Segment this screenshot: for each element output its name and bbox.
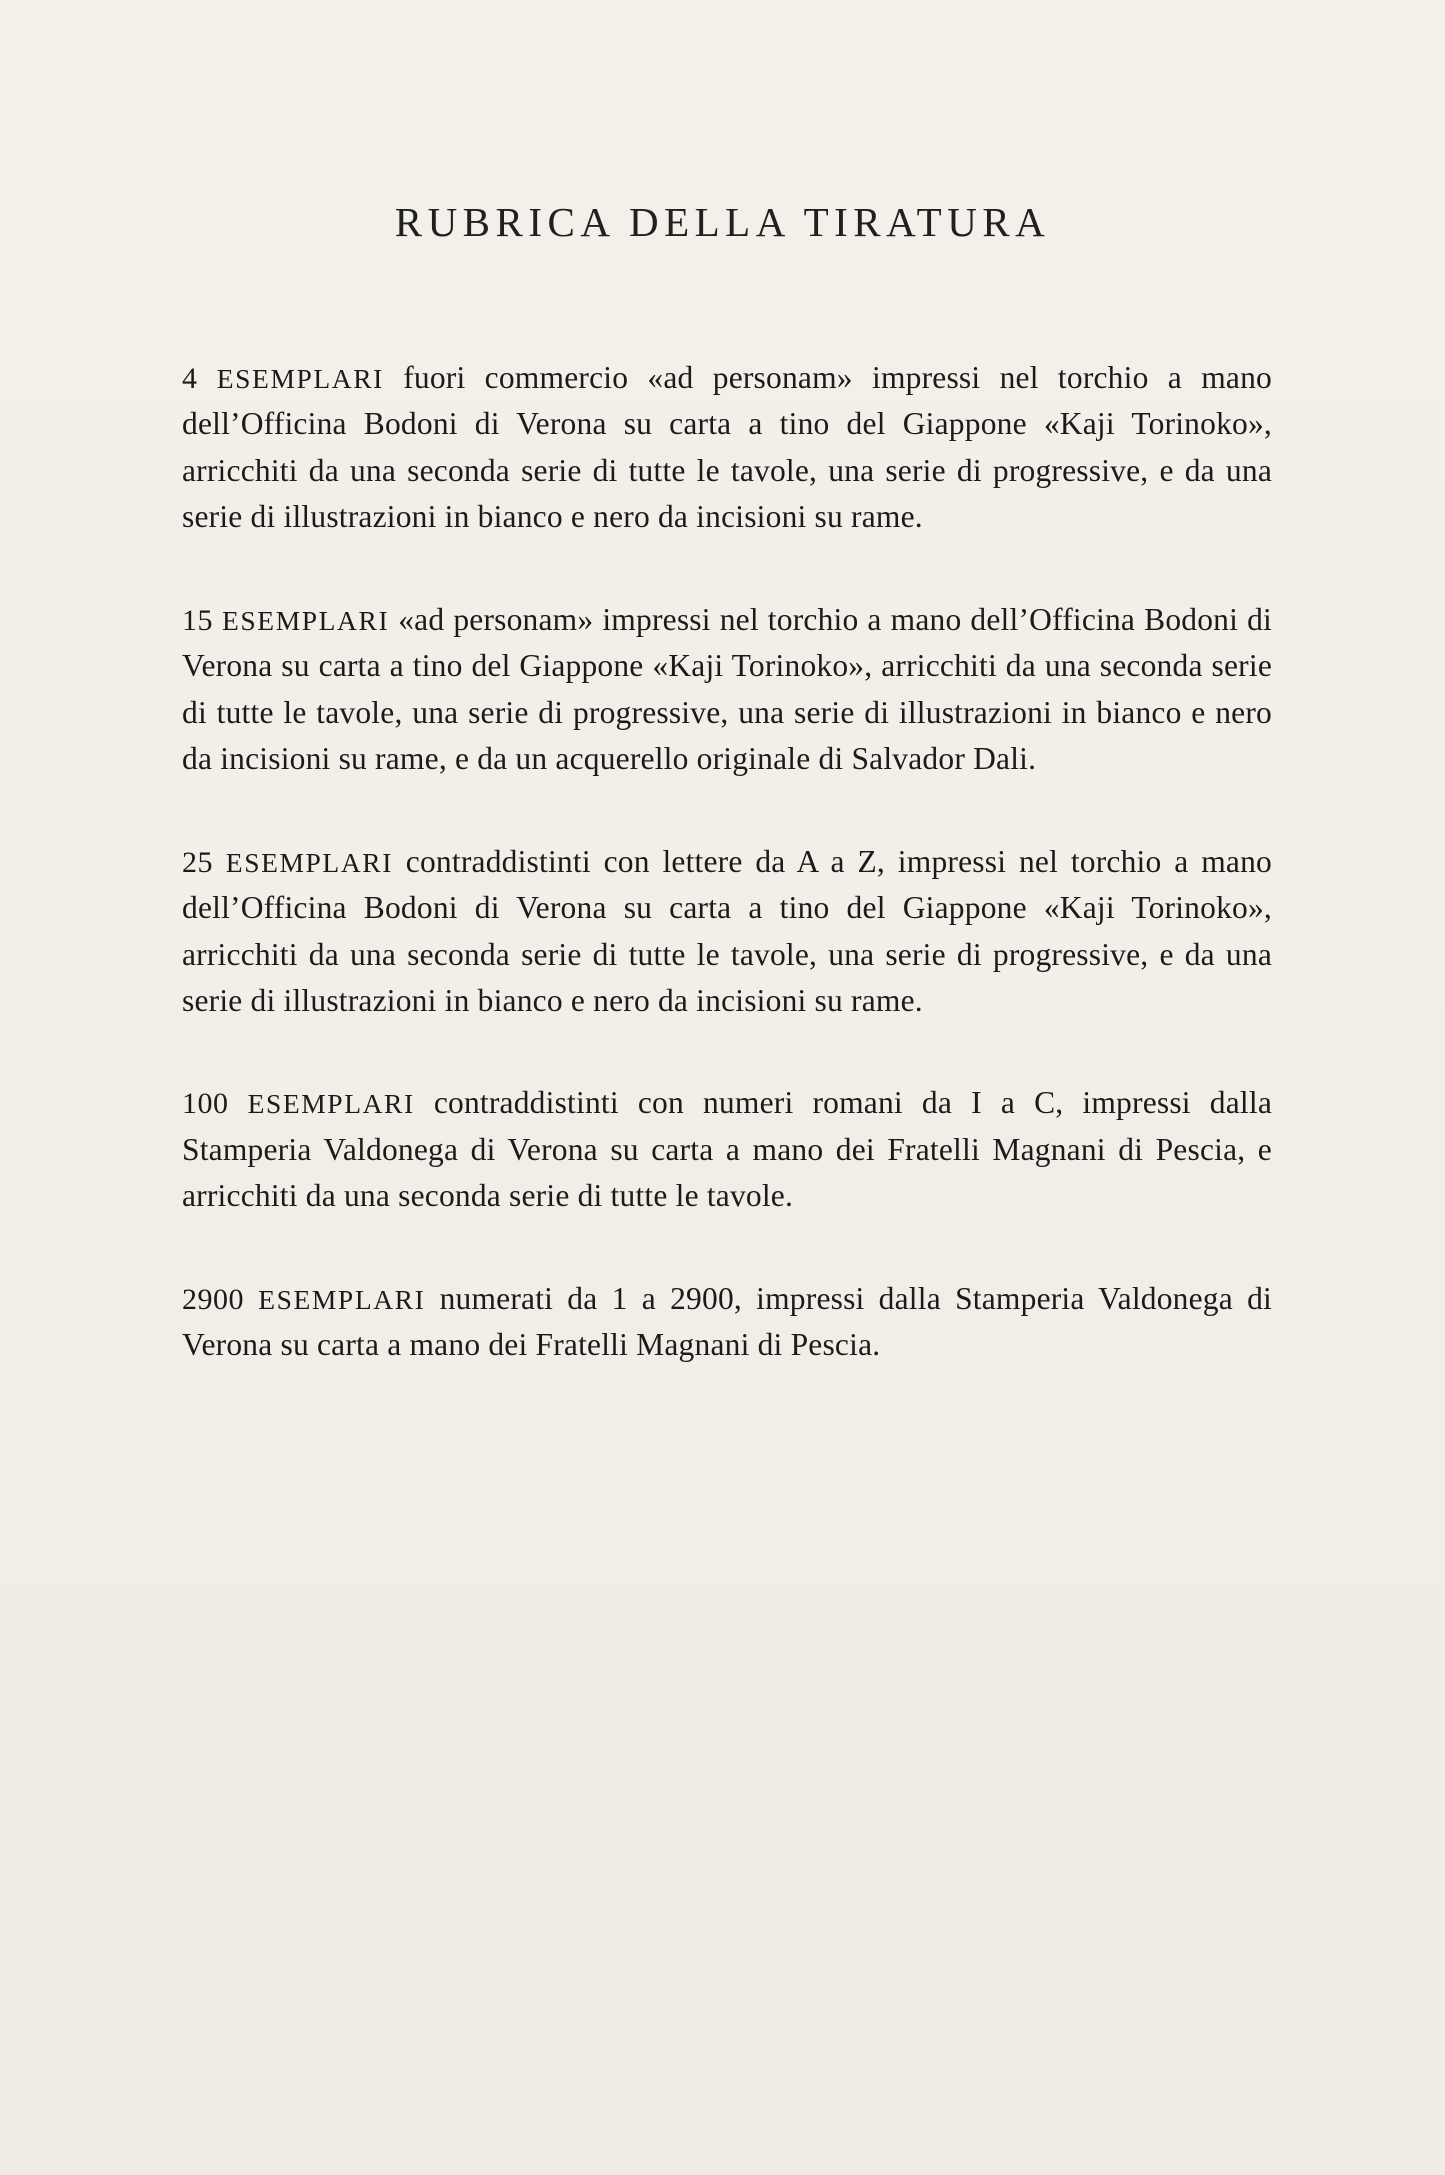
document-body bbox=[182, 355, 1272, 1369]
paragraph-copies-100 bbox=[182, 1080, 1272, 1219]
copy-label: ESEMPLARI bbox=[258, 1283, 426, 1315]
copy-count: 100 bbox=[182, 1087, 229, 1121]
copy-label: ESEMPLARI bbox=[225, 846, 393, 878]
paragraph-text: numerati da 1 a 2900, impressi dalla Stamperia Valdonega di Verona su carta a mano dei Fratelli Magnani di Pescia. bbox=[182, 1280, 1273, 1363]
paragraph-text: contraddistinti con lettere da A a Z, impressi nel torchio a mano dell’Officina Bodoni di Verona su carta a tino del Giappone «Kaji Torinoko», arricchiti da una seconda serie di tutte le tavole, una serie di progressive, e da una serie di illustrazioni in bianco e nero da incisioni su rame. bbox=[182, 843, 1272, 1018]
paragraph-copies-25 bbox=[182, 839, 1272, 1025]
copy-count: 15 bbox=[182, 603, 213, 637]
paragraph-text: fuori commercio «ad personam» impressi nel torchio a mano dell’Officina Bodoni di Verona su carta a tino del Giappone «Kaji Torinoko», arricchiti da una seconda serie di tutte le tavole, una serie di progressive, e da una serie di illustrazioni in bianco e nero da incisioni su rame. bbox=[182, 360, 1272, 535]
copy-count: 4 bbox=[182, 362, 198, 395]
copy-count: 25 bbox=[182, 845, 213, 879]
paragraph-copies-4 bbox=[182, 355, 1272, 541]
paragraph-text: contraddistinti con numeri romani da I a C, impressi dalla Stamperia Valdonega di Verona su carta a mano dei Fratelli Magnani di Pescia, e arricchiti da una seconda serie di tutte le tavole. bbox=[182, 1085, 1273, 1214]
page-title: RUBRICA DELLA TIRATURA bbox=[394, 199, 1051, 245]
paragraph-copies-15 bbox=[182, 597, 1272, 783]
copy-label: ESEMPLARI bbox=[216, 363, 384, 394]
paragraph-text: «ad personam» impressi nel torchio a mano dell’Officina Bodoni di Verona su carta a tino del Giappone «Kaji Torinoko», arricchiti da una seconda serie di tutte le tavole, una serie di progressive, una serie di illustrazioni in bianco e nero da incisioni su rame, e da un acquerello originale di Salvador Dali. bbox=[182, 601, 1272, 777]
copy-label: ESEMPLARI bbox=[222, 604, 390, 636]
copy-count: 2900 bbox=[182, 1282, 244, 1316]
paragraph-copies-2900 bbox=[182, 1276, 1272, 1369]
copy-label: ESEMPLARI bbox=[247, 1088, 415, 1120]
